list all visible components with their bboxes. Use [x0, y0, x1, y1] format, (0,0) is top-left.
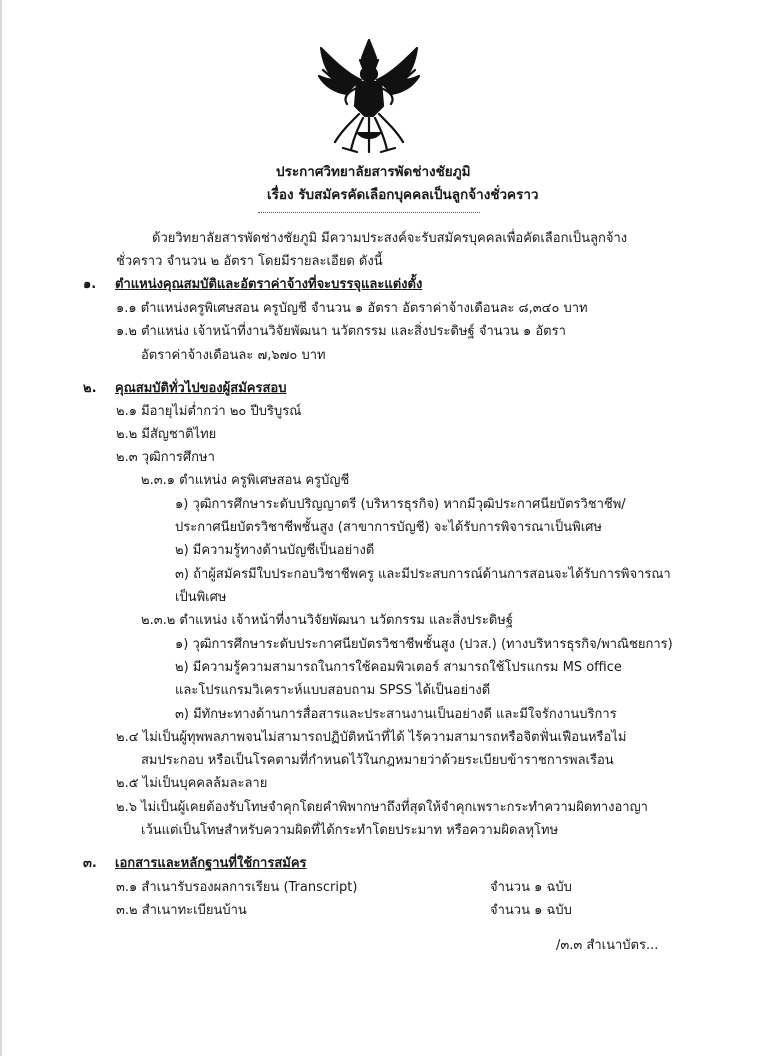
section-1-item-2-rate: อัตราค่าจ้างเดือนละ ๗,๖๗๐ บาท: [141, 348, 326, 363]
subsection-2-3-1-req-2: ๒) มีความรู้ทางด้านบัญชีเป็นอย่างดี: [175, 543, 375, 558]
subsection-2-3-2-req-2-cont: และโปรแกรมวิเคราะห์แบบสอบถาม SPSS ได้เป็นอย่างดี: [175, 683, 491, 698]
subsection-2-3-2-req-2: ๒) มีความรู้ความสามารถในการใช้คอมพิวเตอร์ สามารถใช้โปรแกรม MS office: [175, 660, 622, 675]
section-2-heading: คุณสมบัติทั่วไปของผู้สมัครสอบ: [115, 381, 287, 396]
section-2-item-4: ๒.๔ ไม่เป็นผู้ทุพพลภาพจนไม่สามารถปฏิบัติหน้าที่ได้ ไร้ความสามารถหรือจิตฟั่นเฟือนหรือไม่: [116, 730, 627, 745]
section-3-heading: เอกสารและหลักฐานที่ใช้การสมัคร: [115, 856, 307, 871]
continuation-note: /๓.๓ สำเนาบัตร...: [556, 938, 659, 953]
header-line-2: เรื่อง รับสมัครคัดเลือกบุคคลเป็นลูกจ้างชั่วคราว: [267, 187, 539, 203]
section-1-item-2: ๑.๒ ตำแหน่ง เจ้าหน้าที่งานวิจัยพัฒนา นวัตกรรม และสิ่งประดิษฐ์ จำนวน ๑ อัตรา: [116, 324, 566, 339]
section-2-item-6-cont: เว้นแต่เป็นโทษสำหรับความผิดที่ได้กระทำโดยประมาท หรือความผิดลหุโทษ: [141, 823, 559, 838]
intro-line-2: ชั่วคราว จำนวน ๒ อัตรา โดยมีรายละเอียด ดังนี้: [116, 254, 383, 269]
section-2-item-5: ๒.๕ ไม่เป็นบุคคลล้มละลาย: [116, 776, 268, 791]
header-line-1: ประกาศวิทยาลัยสารพัดช่างชัยภูมิ: [276, 164, 471, 180]
page-edge: [0, 0, 2, 1056]
garuda-emblem: [313, 36, 425, 156]
subsection-2-3-2: ๒.๓.๒ ตำแหน่ง เจ้าหน้าที่งานวิจัยพัฒนา นวัตกรรม และสิ่งประดิษฐ์: [141, 613, 514, 628]
section-1-number: ๑.: [83, 277, 97, 292]
subsection-2-3-1-req-3-cont: เป็นพิเศษ: [175, 590, 227, 605]
section-3-item-1-qty: จำนวน ๑ ฉบับ: [490, 880, 572, 895]
subsection-2-3-2-req-3: ๓) มีทักษะทางด้านการสื่อสารและประสานงานเป็นอย่างดี และมีใจรักงานบริการ: [175, 707, 617, 722]
section-2-item-4-cont: สมประกอบ หรือเป็นโรคตามที่กำหนดไว้ในกฎหมายว่าด้วยระเบียบข้าราชการพลเรือน: [141, 753, 614, 768]
section-1-item-1: ๑.๑ ตำแหน่งครูพิเศษสอน ครูบัญชี จำนวน ๑ อัตรา อัตราค่าจ้างเดือนละ ๘,๓๔๐ บาท: [116, 301, 588, 316]
separator-dots: [258, 212, 480, 213]
subsection-2-3-2-req-1: ๑) วุฒิการศึกษาระดับประกาศนียบัตรวิชาชีพชั้นสูง (ปวส.) (ทางบริหารธุรกิจ/พาณิชยการ): [175, 637, 673, 652]
section-1-heading: ตำแหน่งคุณสมบัติและอัตราค่าจ้างที่จะบรรจุและแต่งตั้ง: [115, 277, 423, 292]
section-2-item-2: ๒.๒ มีสัญชาติไทย: [116, 427, 217, 442]
intro-line-1: ด้วยวิทยาลัยสารพัดช่างชัยภูมิ มีความประสงค์จะรับสมัครบุคคลเพื่อคัดเลือกเป็นลูกจ้าง: [152, 231, 628, 246]
section-3-number: ๓.: [83, 856, 97, 871]
section-3-item-2: ๓.๒ สำเนาทะเบียนบ้าน: [116, 903, 247, 918]
subsection-2-3-1-req-1: ๑) วุฒิการศึกษาระดับปริญญาตรี (บริหารธุรกิจ) หากมีวุฒิประกาศนียบัตรวิชาชีพ/: [175, 497, 626, 512]
subsection-2-3-1-req-1-cont: ประกาศนียบัตรวิชาชีพชั้นสูง (สาขาการบัญชี) จะได้รับการพิจารณาเป็นพิเศษ: [175, 520, 602, 535]
subsection-2-3-1-req-3: ๓) ถ้าผู้สมัครมีใบประกอบวิชาชีพครู และมีประสบการณ์ด้านการสอนจะได้รับการพิจารณา: [175, 567, 671, 582]
section-3-item-2-qty: จำนวน ๑ ฉบับ: [490, 903, 572, 918]
section-2-item-6: ๒.๖ ไม่เป็นผู้เคยต้องรับโทษจำคุกโดยคำพิพากษาถึงที่สุดให้จำคุกเพราะกระทำความผิดทางอาญา: [116, 800, 648, 815]
section-2-number: ๒.: [83, 381, 97, 396]
section-3-item-1: ๓.๑ สำเนารับรองผลการเรียน (Transcript): [116, 880, 358, 895]
subsection-2-3-1: ๒.๓.๑ ตำแหน่ง ครูพิเศษสอน ครูบัญชี: [141, 473, 350, 488]
section-2-item-1: ๒.๑ มีอายุไม่ต่ำกว่า ๒๐ ปีบริบูรณ์: [116, 404, 302, 419]
section-2-item-3: ๒.๓ วุฒิการศึกษา: [116, 450, 215, 465]
